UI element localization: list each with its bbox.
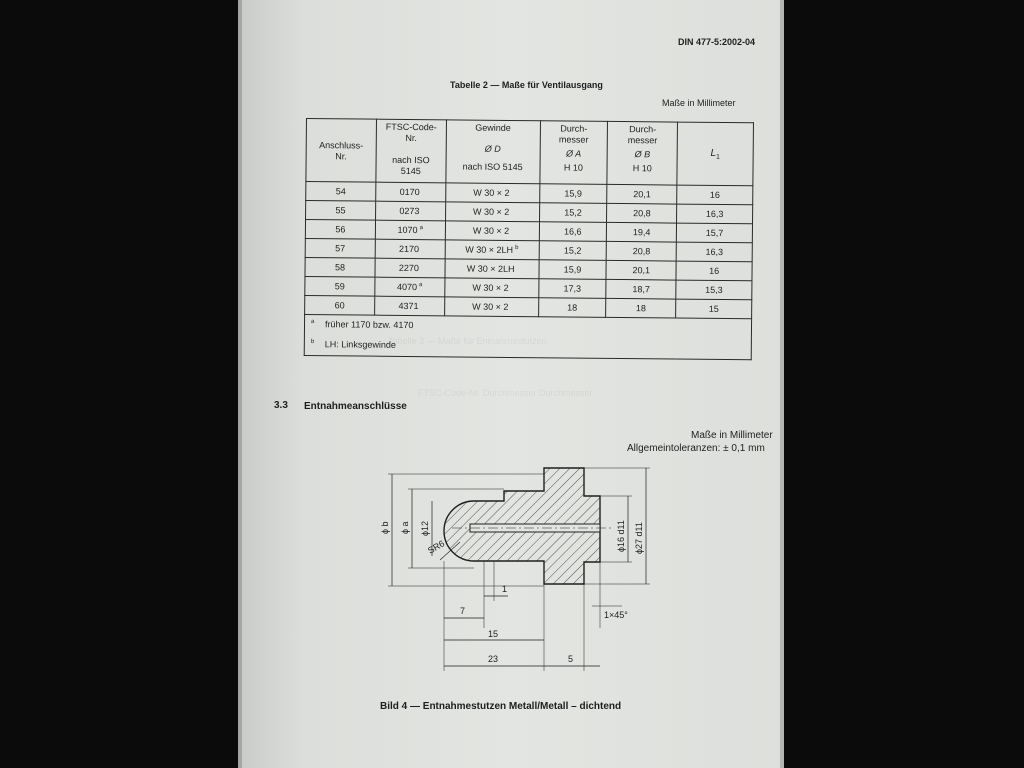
- ftsc-cell: [376, 182, 446, 202]
- header-gewinde-norm: nach ISO 5145: [462, 161, 523, 172]
- figure-caption: Bild 4 — Entnahmestutzen Metall/Metall – dichtend: [380, 701, 622, 712]
- footnote-row-b: [304, 333, 751, 360]
- anschluss-cell-value: 55: [335, 205, 346, 216]
- ftsc-cell-value: 0273: [399, 205, 420, 217]
- header-anschluss: [306, 119, 377, 183]
- drawing-units: Maße in Millimeter: [691, 430, 773, 441]
- durchmesser-b-cell: [607, 203, 677, 223]
- footnote-mark: a: [311, 319, 315, 326]
- gewinde-cell-value: W 30 × 2: [473, 187, 510, 198]
- anschluss-cell-value: 60: [334, 300, 345, 311]
- label-dim-7: 7: [460, 606, 466, 616]
- label-dim-15: 15: [488, 629, 499, 639]
- anschluss-cell-value: 59: [334, 281, 345, 292]
- anschluss-cell: [305, 257, 375, 277]
- label-phi-16: ϕ16 d11: [616, 520, 626, 552]
- durchmesser-b-cell: [606, 298, 676, 318]
- durchmesser-a-cell-value: 15,2: [563, 245, 582, 256]
- header-durchmesser-b: [607, 121, 677, 185]
- gewinde-cell-value: W 30 × 2: [472, 225, 510, 236]
- anschluss-cell-value: 56: [335, 224, 346, 235]
- label-sr6: SR6: [426, 538, 447, 556]
- header-dB-tol: H 10: [632, 162, 652, 174]
- gewinde-cell: [445, 259, 539, 279]
- ftsc-cell-value: 2170: [398, 243, 420, 255]
- durchmesser-a-cell-value: 18: [567, 302, 578, 313]
- general-tolerance: Allgemeintoleranzen: ± 0,1 mm: [627, 443, 765, 454]
- durchmesser-a-cell: [538, 279, 606, 299]
- durchmesser-a-cell-value: 15,9: [564, 188, 583, 199]
- gewinde-cell: [445, 202, 539, 222]
- durchmesser-a-cell: [538, 298, 606, 318]
- footnote-text: LH: Linksgewinde: [324, 339, 396, 350]
- header-ftsc-label: FTSC-Code- Nr.: [385, 121, 437, 144]
- header-gewinde: [446, 120, 540, 184]
- l1-cell-value: 16,3: [705, 208, 724, 220]
- anschluss-cell: [306, 201, 376, 221]
- label-phi-27: ϕ27 d11: [634, 522, 644, 554]
- header-dA-label: Durch- messer: [558, 123, 589, 145]
- header-l1: [677, 122, 753, 186]
- ftsc-cell: [375, 201, 445, 221]
- ftsc-cell-value: 4070: [396, 281, 418, 293]
- header-anschluss-label: Anschluss- Nr.: [319, 139, 364, 162]
- show-through-text: FTSC-Code-Nr. Durchmesser Durchmesser: [418, 388, 593, 398]
- anschluss-cell: [306, 182, 376, 202]
- durchmesser-b-cell: [606, 260, 676, 280]
- page-edge-shadow: [780, 0, 784, 768]
- durchmesser-b-cell-value: 20,1: [632, 265, 651, 276]
- anschluss-cell: [305, 276, 375, 296]
- durchmesser-a-cell-value: 16,6: [564, 226, 582, 237]
- l1-cell-value: 15,3: [705, 284, 723, 296]
- label-dim-5: 5: [568, 654, 574, 664]
- durchmesser-b-cell: [606, 279, 676, 299]
- label-phi-a: ϕ a: [400, 521, 410, 534]
- l1-cell: [676, 242, 752, 262]
- l1-cell-value: 15,7: [705, 227, 724, 239]
- l1-cell: [677, 185, 753, 205]
- label-chamfer: 1×45°: [604, 610, 628, 620]
- anschluss-cell-value: 58: [334, 262, 346, 273]
- ftsc-cell-value: 1070: [397, 224, 418, 236]
- header-ftsc: [376, 119, 446, 183]
- section-title: Entnahmeanschlüsse: [304, 401, 407, 412]
- anschluss-cell-value: 57: [335, 243, 346, 254]
- header-dB-symbol: Ø B: [634, 148, 651, 159]
- gewinde-cell-value: W 30 × 2: [472, 282, 509, 293]
- footnote-ref: a: [419, 225, 423, 232]
- label-dim-23: 23: [488, 654, 499, 664]
- page-edge-shadow: [238, 0, 242, 768]
- l1-cell: [676, 280, 752, 300]
- footnote-b: [304, 333, 751, 360]
- header-ftsc-norm: nach ISO 5145: [392, 154, 430, 176]
- background-right: [784, 0, 1024, 768]
- l1-cell: [676, 261, 752, 281]
- l1-cell-value: 16: [709, 189, 720, 200]
- label-phi-b: ϕ b: [380, 521, 390, 534]
- ftsc-cell-value: 0170: [399, 186, 420, 198]
- document-page: [238, 0, 784, 768]
- durchmesser-a-cell: [538, 260, 606, 280]
- technical-drawing: [364, 456, 694, 686]
- gewinde-cell: [445, 278, 539, 298]
- durchmesser-a-cell: [539, 203, 607, 223]
- durchmesser-a-cell: [539, 184, 607, 204]
- section-number: 3.3: [274, 400, 288, 411]
- anschluss-cell: [305, 220, 375, 240]
- l1-cell: [677, 223, 753, 243]
- durchmesser-b-cell-value: 20,1: [633, 189, 651, 200]
- durchmesser-b-cell-value: 18,7: [632, 284, 650, 295]
- l1-cell: [677, 204, 753, 224]
- header-dA-tol: H 10: [563, 162, 584, 173]
- table-header-row: [306, 119, 754, 186]
- header-dB-label: Durch- messer: [627, 124, 658, 146]
- footnote-text: früher 1170 bzw. 4170: [324, 319, 414, 331]
- anschluss-cell-value: 54: [335, 186, 346, 197]
- footnote-ref: a: [419, 282, 423, 289]
- header-gewinde-symbol: Ø D: [484, 143, 501, 155]
- table-title: Tabelle 2 — Maße für Ventilausgang: [450, 80, 603, 90]
- durchmesser-b-cell-value: 18: [635, 303, 647, 314]
- durchmesser-a-cell-value: 17,3: [563, 283, 582, 294]
- durchmesser-a-cell: [539, 222, 607, 242]
- ftsc-cell: [375, 239, 445, 259]
- table-body: [305, 182, 753, 319]
- ftsc-cell: [375, 296, 445, 316]
- ftsc-cell-value: 2270: [398, 262, 419, 274]
- anschluss-cell: [305, 238, 375, 258]
- table-units: Maße in Millimeter: [662, 98, 736, 108]
- gewinde-cell-value: W 30 × 2LH: [465, 244, 514, 255]
- durchmesser-b-cell: [607, 222, 677, 242]
- ftsc-cell: [375, 277, 445, 297]
- footnote-ref: b: [515, 245, 519, 252]
- document-id: DIN 477-5:2002-04: [678, 37, 756, 47]
- durchmesser-b-cell-value: 20,8: [632, 246, 651, 257]
- gewinde-cell: [445, 240, 539, 260]
- durchmesser-a-cell-value: 15,9: [563, 264, 582, 275]
- durchmesser-a-cell-value: 15,2: [564, 207, 582, 218]
- durchmesser-b-cell-value: 20,8: [633, 208, 651, 219]
- l1-cell-value: 15: [708, 303, 719, 314]
- l1-cell: [676, 299, 752, 319]
- header-dA-symbol: Ø A: [565, 147, 582, 159]
- l1-cell-value: 16,3: [705, 246, 724, 258]
- anschluss-cell: [305, 295, 375, 315]
- gewinde-cell: [445, 221, 539, 241]
- gewinde-cell-value: W 30 × 2: [473, 206, 510, 217]
- label-dim-1: 1: [502, 584, 508, 594]
- l1-cell-value: 16: [709, 265, 720, 276]
- header-l1-label: L: [710, 147, 717, 159]
- ftsc-cell: [375, 258, 445, 278]
- header-gewinde-label: Gewinde: [475, 122, 511, 133]
- ventilausgang-table: [304, 118, 754, 360]
- ftsc-cell: [375, 220, 445, 240]
- background-left: [0, 0, 238, 768]
- header-durchmesser-a: [539, 121, 607, 185]
- durchmesser-b-cell: [606, 241, 676, 261]
- gewinde-cell-value: W 30 × 2LH: [466, 263, 515, 275]
- durchmesser-b-cell: [607, 184, 677, 204]
- gewinde-cell: [444, 297, 538, 317]
- show-through-text: Tabelle 3 — Maße für Entnahmestutzen: [388, 336, 547, 346]
- header-l1-sub: 1: [716, 153, 721, 161]
- gewinde-cell: [445, 183, 539, 203]
- ftsc-cell-value: 4371: [398, 300, 419, 312]
- durchmesser-a-cell: [539, 241, 607, 261]
- label-phi-12: ϕ12: [420, 520, 430, 536]
- gewinde-cell-value: W 30 × 2: [472, 301, 509, 312]
- footnote-mark: b: [310, 339, 315, 346]
- durchmesser-b-cell-value: 19,4: [632, 227, 651, 238]
